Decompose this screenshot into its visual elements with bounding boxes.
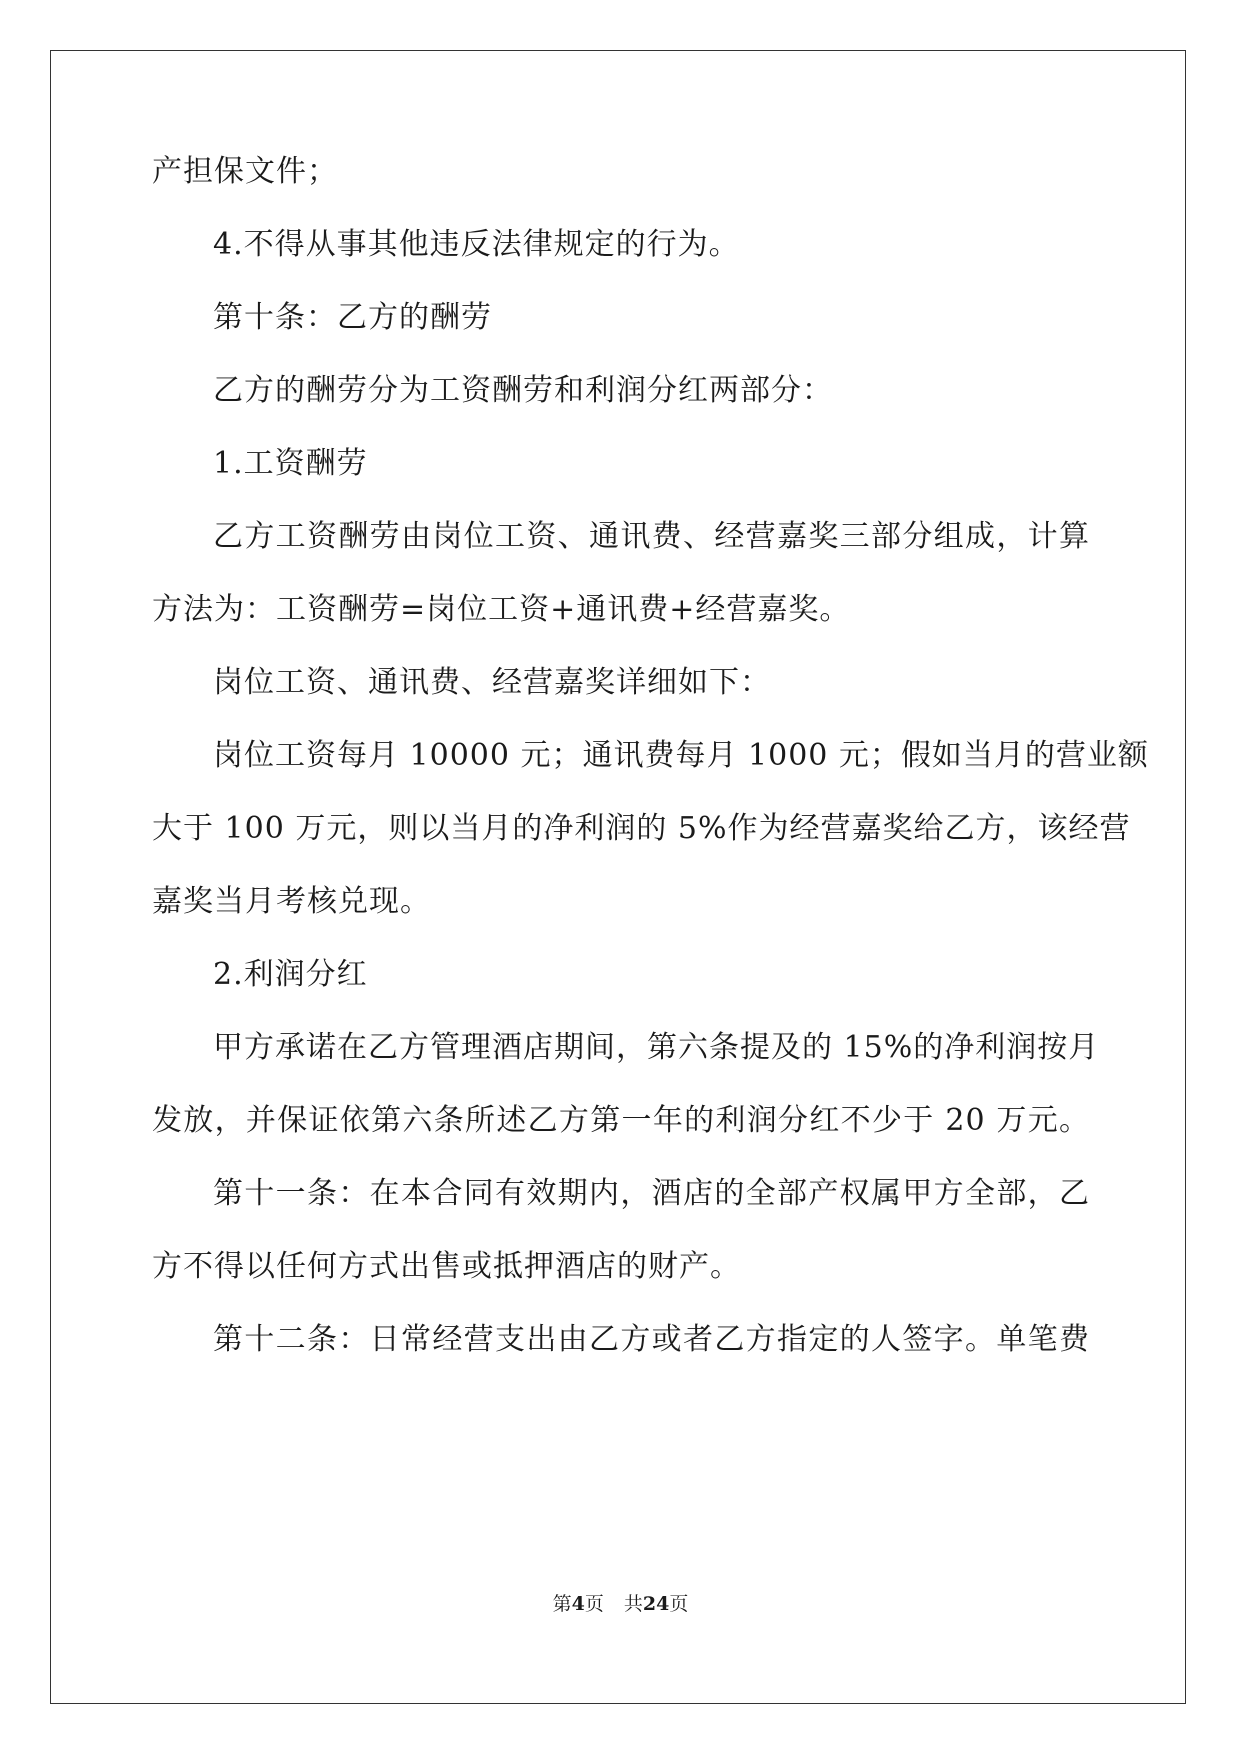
total-pages: 24 bbox=[642, 1593, 670, 1615]
text-line: 发放，并保证依第六条所述乙方第一年的利润分红不少于 20 万元。 bbox=[152, 1103, 1090, 1138]
text-line: 岗位工资每月 10000 元；通讯费每月 1000 元；假如当月的营业额 bbox=[213, 738, 1149, 773]
text-line: 方不得以任何方式出售或抵押酒店的财产。 bbox=[152, 1249, 741, 1284]
page-footer bbox=[0, 1592, 1241, 1616]
text-line: 乙方的酬劳分为工资酬劳和利润分红两部分： bbox=[213, 373, 833, 408]
text-line: 大于 100 万元，则以当月的净利润的 5%作为经营嘉奖给乙方，该经营 bbox=[152, 811, 1131, 846]
text-line: 4.不得从事其他违反法律规定的行为。 bbox=[213, 227, 740, 262]
total-suffix: 页 bbox=[669, 1593, 689, 1615]
page-prefix: 第 bbox=[552, 1593, 572, 1615]
page-number: 4 bbox=[571, 1593, 585, 1615]
section-heading: 第十条：乙方的酬劳 bbox=[213, 300, 492, 335]
text-line: 乙方工资酬劳由岗位工资、通讯费、经营嘉奖三部分组成，计算 bbox=[213, 519, 1090, 554]
text-line: 第十一条：在本合同有效期内，酒店的全部产权属甲方全部，乙 bbox=[213, 1176, 1090, 1211]
text-line: 岗位工资、通讯费、经营嘉奖详细如下： bbox=[213, 665, 771, 700]
text-line: 第十二条：日常经营支出由乙方或者乙方指定的人签字。单笔费 bbox=[213, 1322, 1090, 1357]
subsection-heading: 2.利润分红 bbox=[213, 957, 368, 992]
text-line: 甲方承诺在乙方管理酒店期间，第六条提及的 15%的净利润按月 bbox=[213, 1030, 1100, 1065]
total-prefix: 共 bbox=[623, 1593, 643, 1615]
text-line: 方法为：工资酬劳=岗位工资+通讯费+经营嘉奖。 bbox=[152, 592, 851, 627]
text-line: 嘉奖当月考核兑现。 bbox=[152, 884, 431, 919]
page-suffix: 页 bbox=[584, 1593, 604, 1615]
subsection-heading: 1.工资酬劳 bbox=[213, 446, 368, 481]
text-line: 产担保文件； bbox=[152, 154, 338, 189]
